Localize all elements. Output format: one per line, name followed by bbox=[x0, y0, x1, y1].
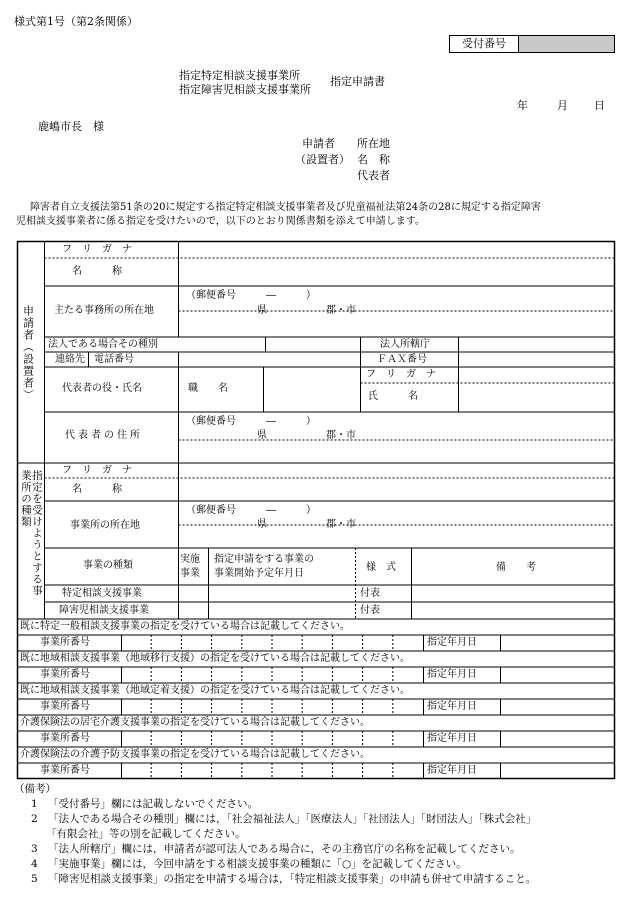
date-day: 日 bbox=[594, 99, 605, 112]
applicant-address-label: 所在地 bbox=[357, 137, 390, 150]
row1-form: 付表 bbox=[360, 588, 380, 599]
office-pref: 県 bbox=[257, 519, 267, 530]
date-month: 月 bbox=[557, 99, 568, 112]
position-label: 職 名 bbox=[188, 383, 228, 394]
intro-line2: 児相談支援事業者に係る指定を受けたいので，以下のとおり関係書類を添えて申請します。 bbox=[16, 216, 425, 227]
notes-heading: （備考） bbox=[14, 783, 56, 795]
office-name-label: 名 称 bbox=[72, 484, 122, 495]
contact-label: 連絡先 bbox=[55, 354, 85, 365]
page-title: 指定申請書 bbox=[330, 75, 385, 88]
fax-label: ＦＡＸ番号 bbox=[377, 354, 427, 365]
receipt-number-label: 受付番号 bbox=[462, 37, 506, 50]
office-addr-label: 事業所の所在地 bbox=[70, 520, 140, 531]
receipt-number-field[interactable] bbox=[518, 36, 614, 52]
rep-name-label: 氏 名 bbox=[368, 391, 418, 402]
office-furigana-label: フ リ ガ ナ bbox=[62, 465, 132, 476]
col-impl-label-1: 実施 bbox=[180, 554, 200, 565]
office-postal: （郵便番号 ― ） bbox=[186, 505, 316, 516]
note-4-num: 4 bbox=[31, 858, 38, 870]
corp-authority-label: 法人所轄庁 bbox=[380, 339, 430, 350]
existing-2-num-label: 事業所番号 bbox=[40, 669, 90, 680]
existing-1-date-label: 指定年月日 bbox=[427, 637, 477, 648]
existing-4-text: 介護保険法の居宅介護支援事業の指定を受けている場合は記載してください。 bbox=[20, 717, 370, 728]
col-start-label-1: 指定申請をする事業の bbox=[214, 554, 314, 565]
rep-postal: （郵便番号 ― ） bbox=[186, 416, 316, 427]
note-5: 「障害児相談支援事業」の指定を申請する場合は，「特定相談支援事業」の申請も併せて申請すること。 bbox=[48, 873, 537, 885]
applicant-pref: 県 bbox=[257, 305, 267, 316]
applicant-name-row-label: 名 称 bbox=[72, 266, 122, 277]
existing-1-text: 既に特定一般相談支援事業の指定を受けている場合は記載してください。 bbox=[20, 621, 350, 632]
col-remarks-label: 備 考 bbox=[496, 562, 536, 573]
rep-addr-label: 代表者の住所 bbox=[65, 430, 143, 441]
existing-3-text: 既に地域相談支援事業（地域定着支援）の指定を受けている場合は記載してください。 bbox=[20, 685, 410, 696]
note-3-num: 3 bbox=[31, 843, 38, 855]
existing-3-date-label: 指定年月日 bbox=[427, 701, 477, 712]
existing-4-date-label: 指定年月日 bbox=[427, 733, 477, 744]
applicant-rep-label: 代表者 bbox=[357, 169, 390, 182]
intro-line1: 障害者自立支援法第51条の20に規定する指定特定相談支援事業者及び児童福祉法第24条の28に規定する指定障害 bbox=[30, 202, 541, 213]
col-form-label: 様 式 bbox=[366, 562, 396, 573]
rep-city: 郡・市 bbox=[326, 430, 356, 441]
existing-5-text: 介護保険法の介護予防支援事業の指定を受けている場合は記載してください。 bbox=[20, 749, 370, 760]
rep-pref: 県 bbox=[257, 430, 267, 441]
rep-role-name-label: 代表者の役・氏名 bbox=[62, 383, 142, 394]
col-type-label: 事業の種類 bbox=[83, 560, 133, 571]
applicant-name-field[interactable] bbox=[179, 259, 614, 285]
row2-type: 障害児相談支援事業 bbox=[59, 605, 149, 616]
applicant-city: 郡・市 bbox=[326, 305, 356, 316]
office-side-label: 指定を受けようとする事業所の種類 bbox=[20, 470, 44, 597]
applicant-furigana-label: フ リ ガ ナ bbox=[62, 244, 132, 255]
note-3: 「法人所轄庁」欄には，申請者が認可法人である場合に，その主務官庁の名称を記載してください。 bbox=[48, 843, 521, 855]
form-id: 様式第1号（第2条関係） bbox=[14, 15, 138, 28]
col-impl-label-2: 事業 bbox=[180, 568, 200, 579]
applicant-name-label: 名 称 bbox=[357, 153, 390, 166]
applicant-office-addr-label: 主たる事務所の所在地 bbox=[54, 305, 154, 316]
title-line2: 指定障害児相談支援事業所 bbox=[179, 83, 311, 96]
existing-1-num-label: 事業所番号 bbox=[40, 637, 90, 648]
existing-4-num-label: 事業所番号 bbox=[40, 733, 90, 744]
note-2b: 「有限会社」等の別を記載してください。 bbox=[46, 828, 246, 840]
applicant-sub-label: （設置者） bbox=[295, 153, 350, 166]
existing-5-date-label: 指定年月日 bbox=[427, 765, 477, 776]
applicant-side-label: 申請者（設置者） bbox=[21, 305, 35, 401]
existing-2-date-label: 指定年月日 bbox=[427, 669, 477, 680]
main-table-frame bbox=[18, 242, 615, 779]
addressee: 鹿嶋市長 様 bbox=[38, 120, 104, 133]
office-city: 郡・市 bbox=[326, 519, 356, 530]
row2-form: 付表 bbox=[360, 605, 380, 616]
existing-5-num-label: 事業所番号 bbox=[40, 765, 90, 776]
note-1: 「受付番号」欄には記載しないでください。 bbox=[48, 798, 258, 810]
title-line1: 指定特定相談支援事業所 bbox=[179, 69, 300, 82]
applicant-label: 申請者 bbox=[302, 137, 335, 150]
applicant-postal: （郵便番号 ― ） bbox=[186, 290, 316, 301]
phone-label: 電話番号 bbox=[94, 354, 134, 365]
existing-3-num-label: 事業所番号 bbox=[40, 701, 90, 712]
existing-2-text: 既に地域相談支援事業（地域移行支援）の指定を受けている場合は記載してください。 bbox=[20, 653, 410, 664]
date-year: 年 bbox=[517, 99, 528, 112]
note-1-num: 1 bbox=[31, 798, 38, 810]
rep-furigana-label: フ リ ガ ナ bbox=[366, 369, 436, 380]
col-start-label-2: 事業開始予定年月日 bbox=[214, 568, 304, 579]
row1-type: 特定相談支援事業 bbox=[62, 588, 142, 599]
note-2a: 「法人である場合その種別」欄には，「社会福祉法人」「医療法人」「社団法人」「財団法人」「株式会社」 bbox=[48, 813, 537, 825]
corp-type-label: 法人である場合その種別 bbox=[48, 339, 158, 350]
note-5-num: 5 bbox=[31, 873, 38, 885]
note-2-num: 2 bbox=[31, 813, 38, 825]
note-4: 「実施事業」欄には，今回申請をする相談支援事業の種類に「○」を記載してください。 bbox=[48, 858, 467, 870]
